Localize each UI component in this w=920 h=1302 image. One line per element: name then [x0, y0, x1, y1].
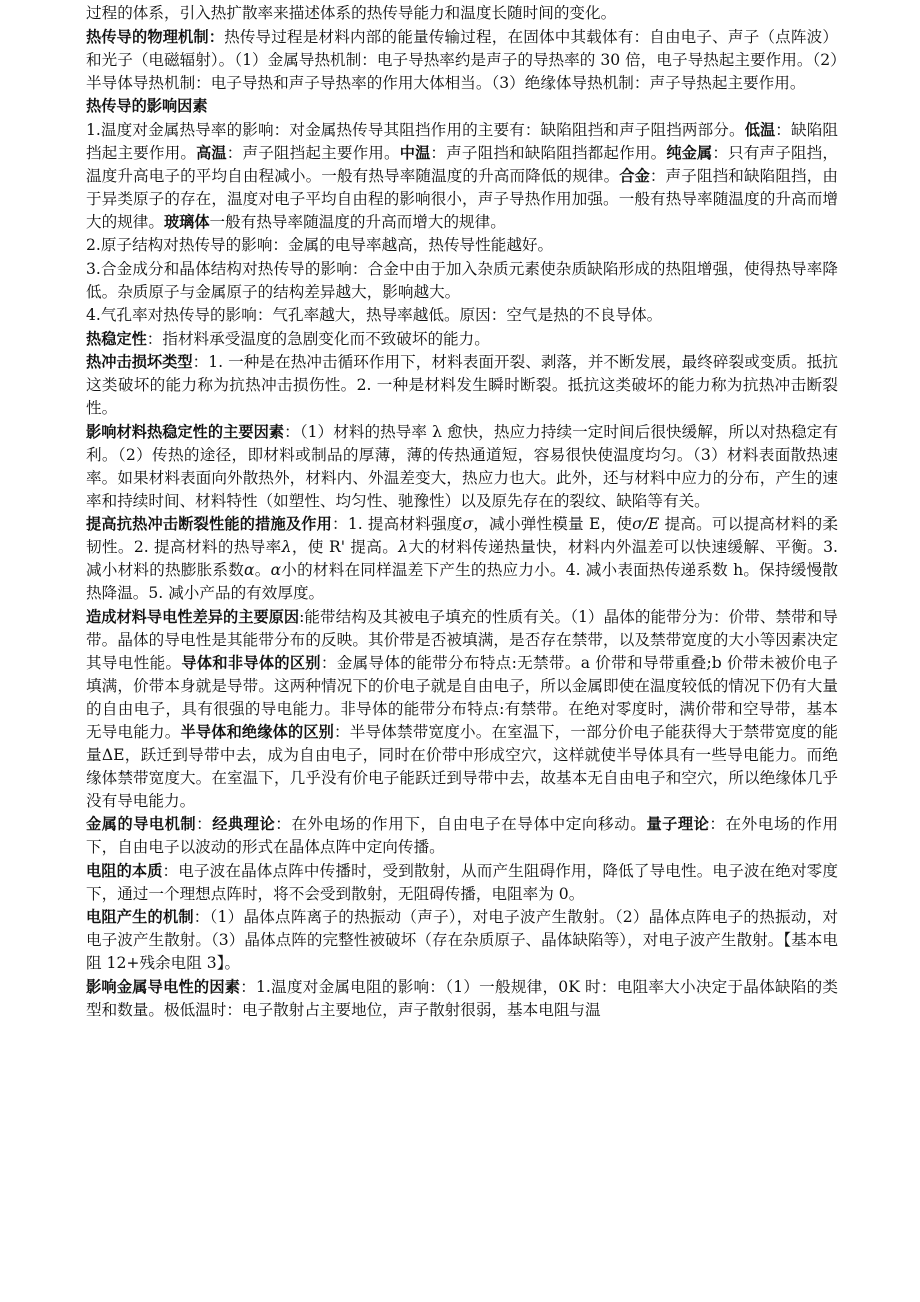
bold-term: 低温 [744, 120, 776, 139]
paragraph [86, 119, 838, 234]
math-symbol: λ [281, 538, 292, 556]
bold-term: 纯金属 [666, 143, 713, 162]
text-run: ：（1）材料的热导率 λ 愈快，热应力持续一定时间后很快缓解，所以对热稳定有利。（2）传热的途径，即材料或制品的厚薄，薄的传热通道短，容易很快使温度均匀。（3）材料表面散热速率。如果材料表面向外散热外，材料内、外温差变大，热应力也大。此外，还与材料中应力的分布，产生的速率和持续时间、材料特性（如塑性、均匀性、驰豫性）以及原先存在的裂纹、缺陷等有关。 [86, 422, 839, 510]
text-run: :能带结构及其被电子填充的性质有关。（1）晶体的能带分为：价带、禁带和导带。晶体的导电性是其能带分布的反映。其价带是否被填满，是否存在禁带，以及禁带宽度的大小等因素决定其导电性能。 [86, 607, 838, 672]
paragraph [86, 26, 838, 95]
paragraph [86, 234, 838, 257]
bold-term: 导体和非导体的区别 [181, 653, 321, 672]
paragraph [86, 513, 838, 605]
bold-term: 热传导的影响因素 [86, 97, 208, 115]
text-run: ：声子阻挡和缺陷阻挡都起作用。 [430, 143, 667, 162]
math-symbol: σ/E [632, 515, 660, 533]
paragraph [86, 328, 838, 351]
text-run: 1.温度对金属热导率的影响：对金属热传导其阻挡作用的主要有：缺陷阻挡和声子阻挡两部分。 [86, 120, 745, 139]
bold-term: 金属的导电机制 [86, 815, 197, 833]
text-run: ： [196, 815, 213, 833]
text-run: ：1.温度对金属电阻的影响：（1）一般规律，0K 时：电阻率大小决定于晶体缺陷的类型和数量。极低温时：电子散射占主要地位，声子散射很弱，基本电阻与温 [86, 977, 839, 1019]
bold-term: 热稳定性 [86, 329, 147, 348]
paragraph [86, 860, 838, 906]
text-run: ：电子波在晶体点阵中传播时，受到散射，从而产生阻碍作用，降低了导电性。电子波在绝对零度下，通过一个理想点阵时，将不会受到散射，无阻碍传播，电阻率为 0。 [86, 861, 838, 903]
bold-term: 造成材料导电性差异的主要原因 [86, 607, 300, 626]
paragraph [86, 95, 838, 118]
paragraph [86, 906, 838, 975]
bold-term: 电阻的本质 [86, 861, 163, 880]
text-run: ：指材料承受温度的急剧变化而不致破坏的能力。 [146, 329, 490, 348]
document-page [86, 2, 838, 1022]
text-run: ：在外电场的作用下，自由电子以波动的形式在晶体点阵中定向传播。 [86, 815, 838, 856]
bold-term: 影响金属导电性的因素 [86, 977, 241, 996]
text-run: ：半导体禁带宽度小。在室温下，一部分价电子能获得大于禁带宽度的能量ΔE，跃迁到导带中去，成为自由电子，同时在价带中形成空穴，这样就使半导体具有一些导电能力。而绝缘体禁带宽度大。在室温下，几乎没有价电子能跃迁到导带中去，故基本无自由电子和空穴，所以绝缘体几乎没有导电能力。 [86, 722, 838, 810]
text-run: 提高。可以提高材料的柔韧性。2. 提高材料的热导率 [86, 515, 838, 556]
text-run: ：声子阻挡和缺陷阻挡，由于异类原子的存在，温度对电子平均自由程的影响很小，声子导热作用加强。一般有热导率随温度的升高而增大的规律。 [86, 166, 838, 231]
bold-term: 量子理论 [646, 815, 710, 833]
paragraph [86, 351, 838, 420]
math-symbol: σ [462, 515, 474, 533]
text-run: 3.合金成分和晶体结构对热传导的影响：合金中由于加入杂质元素使杂质缺陷形成的热阻增强，使得热导率降低。杂质原子与金属原子的结构差异越大，影响越大。 [86, 259, 838, 301]
math-symbol: α [270, 561, 282, 579]
bold-term: 玻璃体 [163, 212, 210, 231]
text-run: 大的材料传递热量快，材料内外温差可以快速缓解、平衡。3. 减小材料的热膨胀系数 [86, 538, 838, 579]
bold-term: 热传导的物理机制： [86, 27, 225, 46]
text-run: 过程的体系，引入热扩散率来描述体系的热传导能力和温度长随时间的变化。 [86, 4, 617, 22]
text-run: 。 [254, 561, 271, 579]
text-run: ，使 R' 提高。 [291, 538, 399, 556]
text-run: 一般有热导率随温度的升高而增大的规律。 [209, 212, 506, 231]
text-run: 4.气孔率对热传导的影响：气孔率越大，热导率越低。原因：空气是热的不良导体。 [86, 306, 663, 324]
text-run: ：声子阻挡起主要作用。 [226, 143, 400, 162]
math-symbol: α [244, 561, 255, 579]
bold-term: 提高抗热冲击断裂性能的措施及作用 [86, 515, 333, 533]
paragraph [86, 813, 838, 859]
bold-term: 合金 [619, 166, 650, 185]
paragraph [86, 606, 838, 813]
paragraph [86, 304, 838, 327]
text-run: ：缺陷阻挡起主要作用。 [86, 120, 838, 162]
bold-term: 中温 [399, 143, 431, 162]
bold-term: 热冲击损坏类型 [86, 353, 193, 371]
text-run: 小的材料在同样温差下产生的热应力小。4. 减小表面热传递系数 h。保持缓慢散热降温。5. 减小产品的有效厚度。 [86, 561, 838, 602]
text-run: ：在外电场的作用下，自由电子在导体中定向移动。 [275, 815, 647, 833]
text-run: ，减小弹性模量 E，使 [473, 515, 633, 533]
math-symbol: λ [398, 538, 409, 556]
paragraph [86, 258, 838, 304]
bold-term: 高温 [196, 143, 227, 162]
text-run: 2.原子结构对热传导的影响：金属的电导率越高，热传导性能越好。 [86, 236, 554, 254]
bold-term: 半导体和绝缘体的区别 [180, 722, 335, 741]
text-run: ：只有声子阻挡，温度升高电子的平均自由程减小。一般有热导率随温度的升高而降低的规律。 [86, 143, 838, 185]
text-run: ：金属导体的能带分布特点:无禁带。a 价带和导带重叠;b 价带未被价电子填满，价带本身就是导带。这两种情况下的价电子就是自由电子，所以金属即使在温度较低的情况下仍有大量的自由电子，具有很强的导电能力。非导体的能带分布特点:有禁带。在绝对零度时，满价带和空导带，基本无导电能力。 [86, 653, 839, 741]
bold-term: 影响材料热稳定性的主要因素 [86, 422, 285, 441]
paragraph [86, 421, 838, 513]
text-run: 热传导过程是材料内部的能量传输过程，在固体中其载体有：自由电子、声子（点阵波）和光子（电磁辐射）。（1）金属导热机制：电子导热率约是声子的导热率的 30 倍，电子导热起主要作用。（2）半导体导热机制：电子导热和声子导热率的作用大体相当。（3）绝缘体导热机制：声子导热起主要作用。 [86, 27, 838, 92]
text-run: ：（1）晶体点阵离子的热振动（声子），对电子波产生散射。（2）晶体点阵电子的热振动，对电子波产生散射。（3）晶体点阵的完整性被破坏（存在杂质原子、晶体缺陷等），对电子波产生散射。【基本电阻 12+残余电阻 3】。 [86, 908, 838, 972]
bold-term: 经典理论 [212, 815, 276, 833]
text-run: ：1. 一种是在热冲击循环作用下，材料表面开裂、剥落，并不断发展，最终碎裂或变质。抵抗这类破坏的能力称为抗热冲击损伤性。2. 一种是材料发生瞬时断裂。抵抗这类破坏的能力称为抗热冲击断裂性。 [86, 353, 838, 417]
text-run: ：1. 提高材料强度 [332, 515, 463, 533]
paragraph [86, 2, 838, 25]
paragraph [86, 976, 838, 1022]
bold-term: 电阻产生的机制 [86, 908, 194, 926]
